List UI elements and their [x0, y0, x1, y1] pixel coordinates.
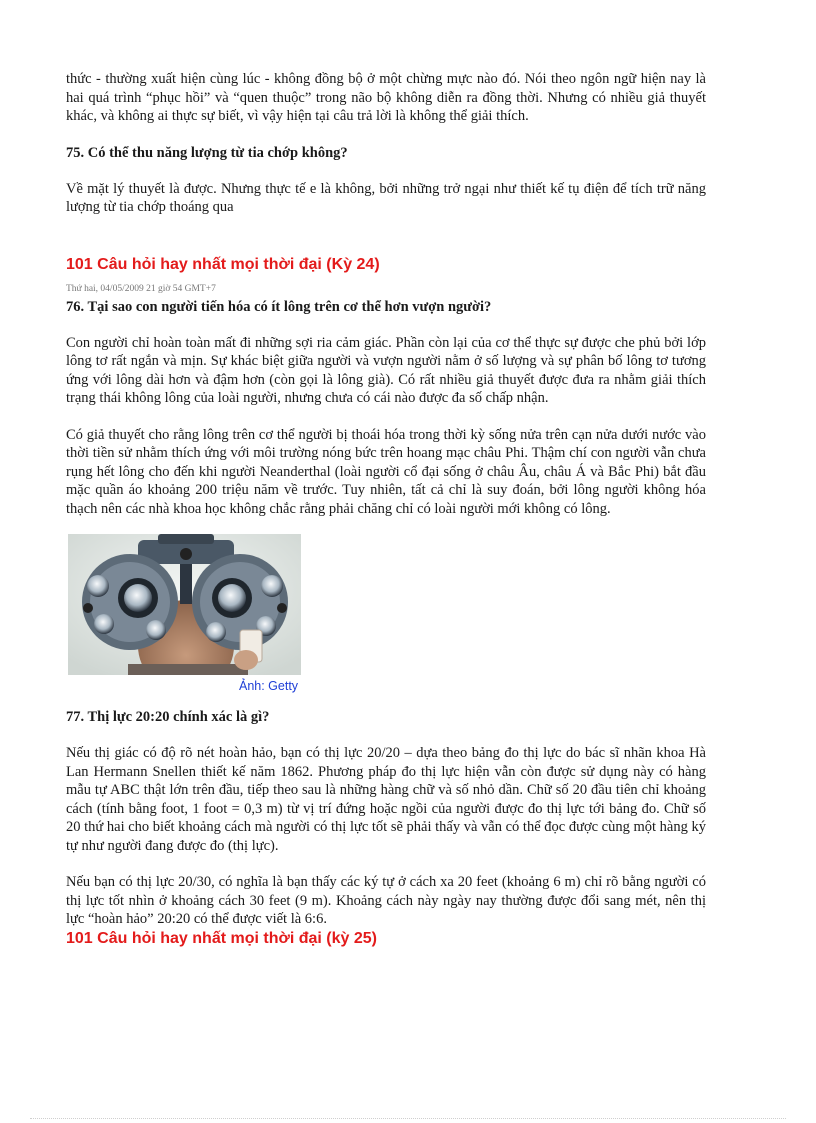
question-76: 76. Tại sao con người tiến hóa có ít lông trên cơ thể hơn vượn người?: [66, 298, 492, 315]
section-24-title[interactable]: 101 Câu hỏi hay nhất mọi thời đại (Kỳ 24): [66, 255, 380, 273]
answer-76-paragraph-2: Có giả thuyết cho rằng lông trên cơ thể người bị thoái hóa trong thời kỳ sống nửa trên cạn nửa dưới nước vào thời tiền sử nhằm thích ứng với môi trường nóng bức trên hoang mạc châu Phi. Thậm chí con người vẫn chưa rụng hết lông cho đến khi người Neanderthal (loài người cổ đại sống ở châu Âu, châu Á và Bắc Phi) bắt đầu mặc quần áo khoảng 200 triệu năm về trước. Tuy nhiên, tất cả chỉ là suy đoán, bởi lông người không hóa thạch nên các nhà khoa học không chắc rằng phải chăng chỉ có loài người mới không có lông.: [66, 426, 706, 517]
phoropter-photo: [68, 534, 301, 675]
document-page: [66, 70, 706, 949]
answer-77-paragraph-1: Nếu thị giác có độ rõ nét hoàn hảo, bạn có thị lực 20/20 – dựa theo bảng đo thị lực do bác sĩ nhãn khoa Hà Lan Hermann Snellen thiết kế năm 1862. Phương pháp đo thị lực hiện vẫn còn được sử dụng này có hàng mẫu tự ABC thật lớn trên đầu, tiếp theo sau là những hàng chữ và số nhỏ dần. Chữ số 20 đầu tiên chỉ khoảng cách (tính bằng foot, 1 foot = 0,3 m) từ vị trí đứng hoặc ngồi của người được đo thị lực tới bảng đo. Chữ số 20 thứ hai cho biết khoảng cách mà người có thị lực tốt sẽ phải thấy và vẫn có thể đọc được cùng một hàng ký tự như người đang được đo (thị lực).: [66, 745, 706, 854]
question-75: 75. Có thể thu năng lượng từ tia chớp không?: [66, 144, 348, 161]
section-25-title[interactable]: 101 Câu hỏi hay nhất mọi thời đại (kỳ 25): [66, 929, 377, 947]
answer-75: Về mặt lý thuyết là được. Nhưng thực tế e là không, bởi những trở ngại như thiết kế tụ điện để tích trữ năng lượng từ tia chớp thoáng qua: [66, 180, 706, 215]
question-77: 77. Thị lực 20:20 chính xác là gì?: [66, 709, 270, 725]
continued-paragraph: thức - thường xuất hiện cùng lúc - không đồng bộ ở một chừng mực nào đó. Nói theo ngôn ngữ hiện nay là hai quá trình “phục hồi” và “quen thuộc” trong não bộ không diễn ra đồng thời. Nhưng có nhiều giả thuyết khác, và không ai thực sự biết, vì vậy hiện tại câu trả lời là không thể giải thích.: [66, 71, 706, 124]
footer-divider: [30, 1118, 786, 1120]
photo-caption: Ảnh: Getty: [239, 679, 299, 693]
phoropter-illustration: [68, 534, 301, 675]
answer-77-paragraph-2: Nếu bạn có thị lực 20/30, có nghĩa là bạn thấy các ký tự ở cách xa 20 feet (khoảng 6 m) chỉ rõ bằng người có thị lực tốt nhìn ở khoảng cách 30 feet (9 m). Khoảng cách này ngày nay thường được đổi sang mét, nên thị lực “hoàn hảo” 20:20 có thể được viết là 6:6.: [66, 874, 706, 927]
publish-date: Thứ hai, 04/05/2009 21 giờ 54 GMT+7: [66, 283, 216, 294]
answer-76-paragraph-1: Con người chỉ hoàn toàn mất đi những sợi ria cảm giác. Phần còn lại của cơ thể thực sự được che phủ bởi lớp lông tơ rất ngắn và mịn. Sự khác biệt giữa người và vượn người nằm ở số lượng và sự phân bố lông tơ tương ứng với lông dài hơn và đậm hơn (còn gọi là lông già). Có rất nhiều giả thuyết được đưa ra nhằm giải thích trạng thái không lông của loài người, nhưng chưa có cái nào được đa số chấp nhận.: [66, 334, 706, 406]
